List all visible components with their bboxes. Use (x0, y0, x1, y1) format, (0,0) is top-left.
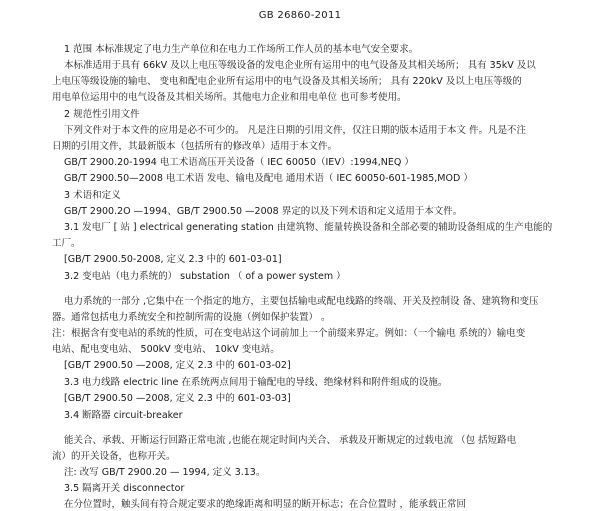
paragraph-line: 在分位置时，触头间有符合规定要求的绝缘距离和明显的断开标志；在合位置时 ，能承载正常回 (64, 499, 467, 510)
standard-number: GB 26860-2011 (258, 10, 342, 21)
reference-item: GB/T 2900.20-1994 电工术语高压开关设备（ IEC 60050（IEV）:1994,NEQ ） (64, 157, 414, 168)
citation: [GB/T 2900.50-2008, 定义 2.3 中的 601-03-01] (64, 254, 282, 265)
section-2-title: 2 规范性引用文件 (64, 109, 140, 120)
citation: [GB/T 2900.50 —2008, 定义 2.3 中的 601-03-03] (64, 393, 291, 404)
paragraph-line: 本标准适用于具有 66kV 及以上电压等级设备的发电企业所有运用中的电气设备及其相关场所； 具有 35kV 及以 (64, 60, 536, 71)
term-3-3: 3.3 电力线路 electric line 在系统两点间用于输配电的导线、绝缘材料和附件组成的设施。 (64, 377, 448, 388)
term-3-2: 3.2 变电站（电力系统的） substation （ of a power system ） (64, 271, 346, 282)
paragraph-line: 器。通常包括电力系统安全和控制所需的设施（例如保护装置） 。 (52, 312, 331, 323)
note-line: 注: 改写 GB/T 2900.20 — 1994, 定义 3.13。 (64, 467, 266, 478)
citation: [GB/T 2900.50 —2008, 定义 2.3 中的 601-03-02] (64, 360, 291, 371)
paragraph-line: 上电压等级设施的输电、 变电和配电企业所有运用中的电气设备及其相关场所； 具有 220kV 及以上电压等级的 (52, 76, 522, 87)
note-line: 电站、配电变电站、 500kV 变电站、 10kV 变电站。 (52, 344, 280, 355)
section-3-title: 3 术语和定义 (64, 190, 121, 201)
term-3-1: 3.1 发电厂 [ 站 ] electrical generating station 由建筑物、能量转换设备和全部必要的辅助设备组成的生产电能的 (64, 222, 553, 233)
paragraph-line: 工厂。 (52, 238, 81, 249)
term-3-5: 3.5 隔离开关 disconnector (64, 483, 185, 494)
paragraph-line: 下列文件对于本文件的应用是必不可少的。 凡是注日期的引用文件，仅注日期的版本适用于本文 件。凡是不注 (64, 125, 527, 136)
paragraph-line: 能关合、承载、开断运行回路正常电流 ,也能在规定时间内关合、 承载及开断规定的过载电流 （包 括短路电 (64, 435, 517, 446)
paragraph-line: 电力系统的一部分 ,它集中在一个指定的地方，主要包括输电或配电线路的终端、开关及控制设 备、建筑物和变压 (64, 296, 539, 307)
paragraph-line: 用电单位运用中的电气设备及其相关场所。其他电力企业和用电单位 也可参考使用。 (52, 92, 407, 103)
paragraph-line: GB/T 2900.2O —1994、GB/T 2900.50 —2008 界定的以及下列术语和定义适用于本文件。 (64, 206, 463, 217)
reference-item: GB/T 2900.50—2008 电工术语 发电、输电及配电 通用术语（ IEC 60050-601-1985,MOD ） (64, 173, 473, 184)
term-3-4: 3.4 断路器 circuit-breaker (64, 410, 183, 421)
paragraph-line: 流）的开关设备，也称开关。 (52, 451, 176, 462)
note-line: 注：根据含有变电站的系统的性质，可在变电站这个词前加上一个前缀来界定。例如：（一个输电 系统的）输电变 (52, 328, 526, 339)
section-1-title: 1 范围 本标准规定了电力生产单位和在电力工作场所工作人员的基本电气安全要求。 (64, 44, 419, 55)
paragraph-line: 日期的引用文件，其最新版本（包括所有的修改单）适用于本文件。 (52, 141, 338, 152)
